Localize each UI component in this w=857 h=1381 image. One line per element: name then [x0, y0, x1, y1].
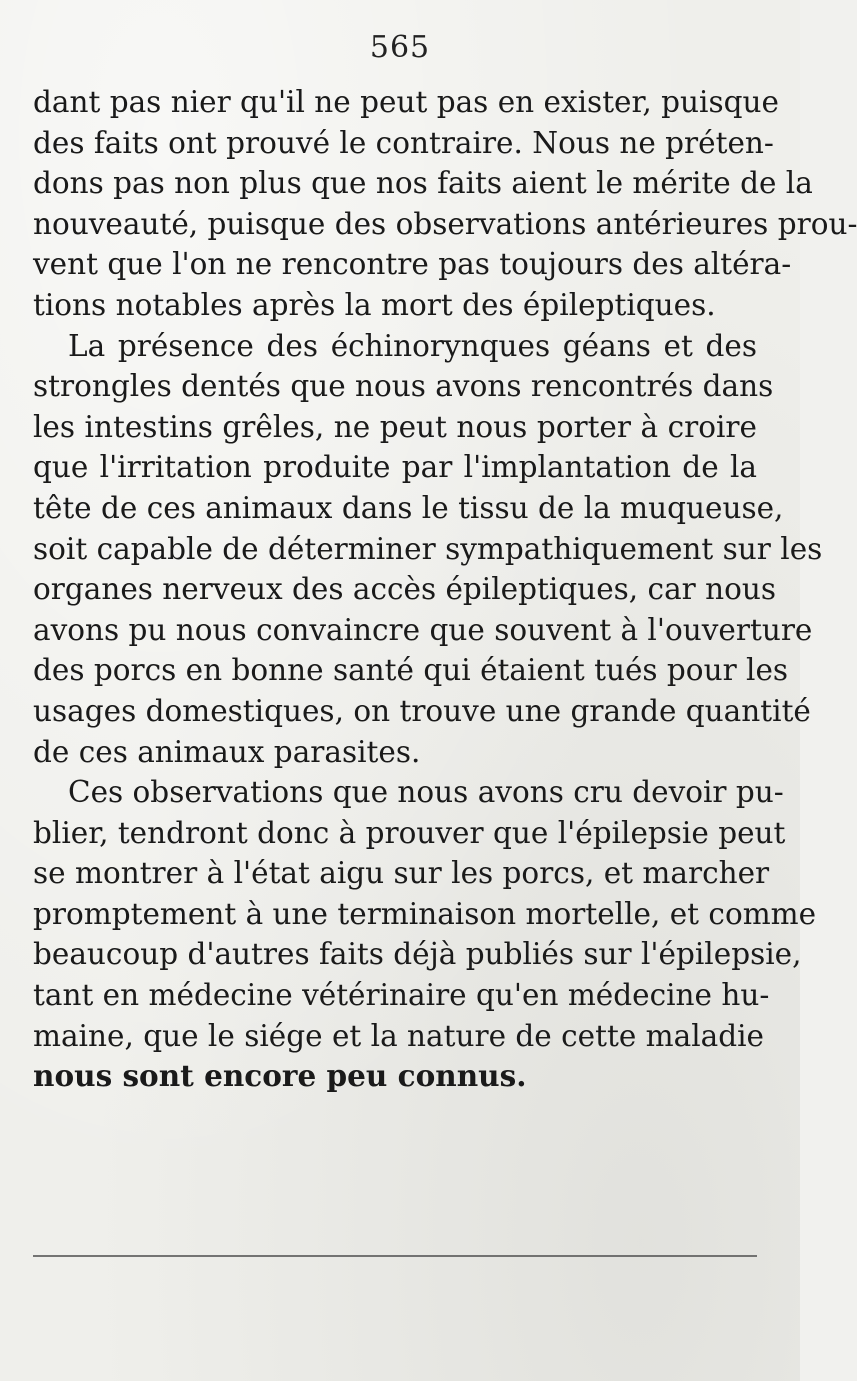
text-line: se montrer à l'état aigu sur les porcs, et marcher	[33, 856, 770, 891]
text-line: blier, tendront donc à prouver que l'épilepsie peut	[33, 815, 786, 850]
text-line: des porcs en bonne santé qui étaient tués pour les	[33, 653, 789, 688]
text-line: organes nerveux des accès épileptiques, car nous	[33, 572, 777, 607]
text-line: Ces observations que nous avons cru devoir pu-	[68, 775, 784, 810]
footnote-rule	[33, 1255, 757, 1257]
text-line: que l'irritation produite par l'implantation de la	[33, 450, 757, 485]
text-line: dant pas nier qu'il ne peut pas en exister, puisque	[33, 85, 779, 119]
text-line: nous sont encore peu connus.	[33, 1058, 527, 1094]
text-line: tions notables après la mort des épileptiques.	[33, 287, 716, 322]
text-line: maine, que le siége et la nature de cette maladie	[33, 1018, 765, 1053]
text-line: nouveauté, puisque des observations antérieures prou-	[33, 206, 857, 241]
text-line: soit capable de déterminer sympathiquement sur les	[33, 531, 823, 566]
text-line: les intestins grêles, ne peut nous porter à croire	[33, 409, 757, 444]
text-line: promptement à une terminaison mortelle, et comme	[33, 896, 817, 931]
text-line: avons pu nous convaincre que souvent à l'ouverture	[33, 612, 813, 647]
text-line: vent que l'on ne rencontre pas toujours des altéra-	[33, 247, 792, 282]
text-line: de ces animaux parasites.	[33, 734, 421, 769]
page-number: 565	[369, 30, 431, 65]
text-line: tant en médecine vétérinaire qu'en médecine hu-	[33, 978, 770, 1013]
text-line: dons pas non plus que nos faits aient le mérite de la	[33, 166, 813, 201]
text-line: La présence des échinorynques géans et des	[68, 328, 757, 363]
text-line: des faits ont prouvé le contraire. Nous ne préten-	[33, 125, 774, 160]
text-line: beaucoup d'autres faits déjà publiés sur l'épilepsie,	[33, 937, 802, 972]
text-line: strongles dentés que nous avons rencontrés dans	[33, 369, 774, 404]
text-line: usages domestiques, on trouve une grande quantité	[33, 693, 811, 728]
body-text	[33, 82, 857, 1097]
text-line: tête de ces animaux dans le tissu de la muqueuse,	[33, 490, 784, 525]
